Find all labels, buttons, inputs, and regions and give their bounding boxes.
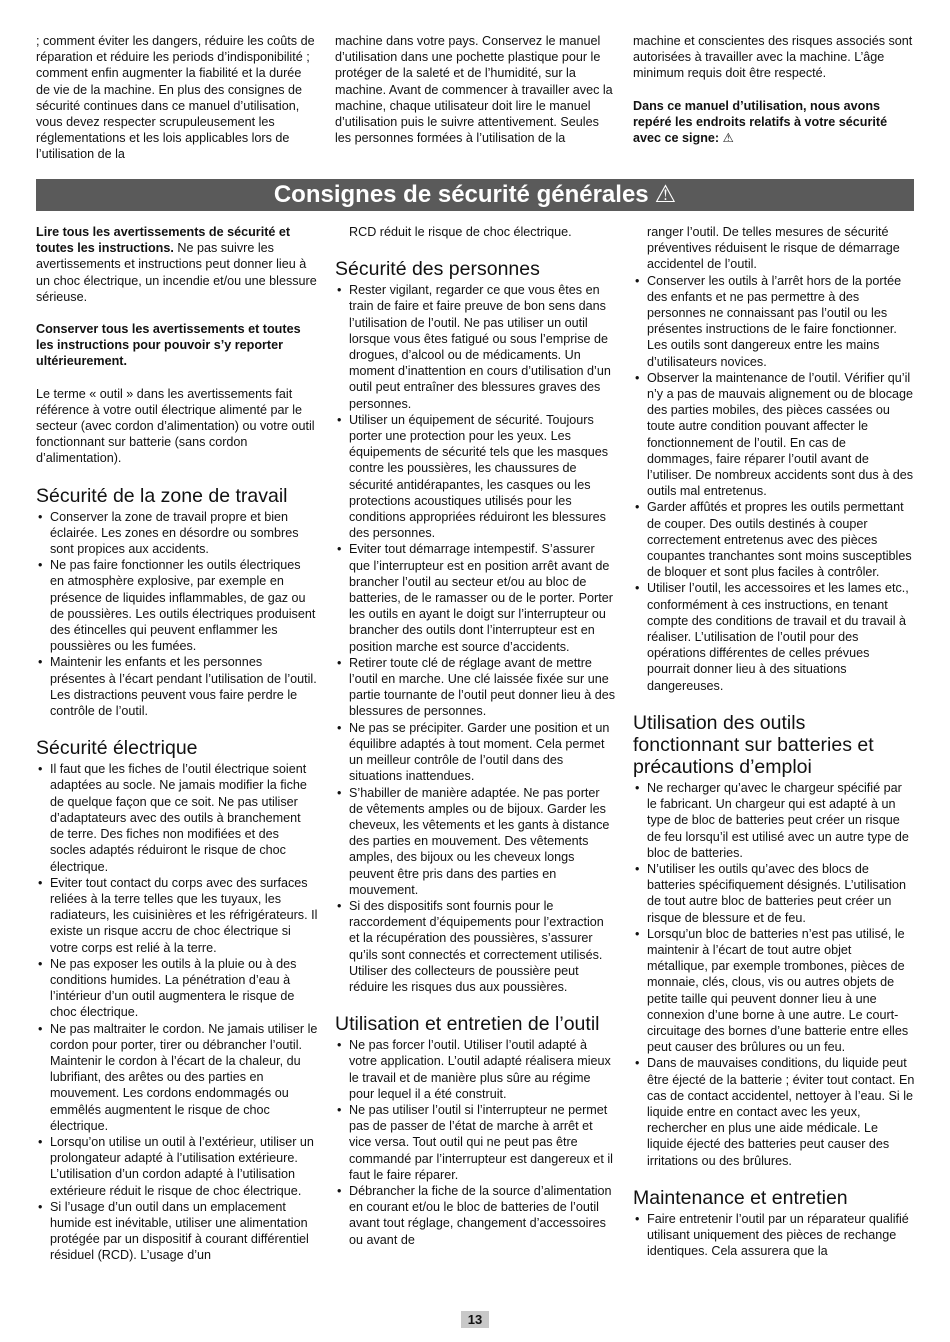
list-item: • Eviter tout contact du corps avec des surfaces reliées à la terre telles que les tuyaux, les radiateurs, les cuisinières et les réfrigérateurs. Il existe un risque accru de choc électrique si votre corps est relié à la terre. xyxy=(36,875,318,956)
tool-use-list xyxy=(335,1037,617,1248)
intro-text-3: machine et conscientes des risques associés sont autorisées à travailler avec la machine. L’âge minimum requis doit être respecté. xyxy=(633,34,913,81)
list-item: • Il faut que les fiches de l’outil électrique soient adaptées au socle. Ne jamais modifier la fiche de quelque façon que ce soit. Ne pas utiliser d’adaptateurs avec des outils à branchement de terre. Des fiches non modifiées et des socles adaptés réduiront le risque de choc électrique. xyxy=(36,761,318,874)
heading-tool-use-care: Utilisation et entretien de l’outil xyxy=(335,1013,600,1036)
banner-title: Consignes de sécurité générales xyxy=(273,181,649,208)
intro-col-1 xyxy=(36,33,318,163)
column-2 xyxy=(335,224,617,1248)
heading-work-area-safety: Sécurité de la zone de travail xyxy=(36,484,288,507)
list-item: • Ne pas maltraiter le cordon. Ne jamais utiliser le cordon pour porter, tirer ou débrancher l’outil. Maintenir le cordon à l’écart de la chaleur, du lubrifiant, des arêtes ou des parties en mouvement. Les cordons endommagés ou emmêlés augmentent le risque de choc électrique. xyxy=(36,1021,318,1134)
list-item: • Retirer toute clé de réglage avant de mettre l’outil en marche. Une clé laissée fixée sur une partie tournante de l’outil peut donner lieu à des blessures de personnes. xyxy=(335,655,617,720)
page-number: 13 xyxy=(461,1311,489,1328)
list-item: • N’utiliser les outils qu’avec des blocs de batteries spécifiquement désignés. L’utilisation de tout autre bloc de batteries peut créer un risque de blessure et de feu. xyxy=(633,861,915,926)
list-item: • Débrancher la fiche de la source d’alimentation en courant et/ou le bloc de batteries de l’outil avant tout réglage, changement d’accessoires ou avant de xyxy=(335,1183,617,1248)
list-item: • Ne pas se précipiter. Garder une position et un équilibre adaptés à tout moment. Cela permet un meilleur contrôle de l’outil dans des situations inattendues. xyxy=(335,720,617,785)
list-item: • Ne pas forcer l’outil. Utiliser l’outil adapté à votre application. L’outil adapté réalisera mieux le travail et de manière plus sûre au régime pour lequel il a été construit. xyxy=(335,1037,617,1102)
list-item: • Conserver les outils à l’arrêt hors de la portée des enfants et ne pas permettre à des personnes ne connaissant pas l’outil ou les présentes instructions de le faire fonctionner. Les outils sont dangereux entre les mains d’utilisateurs novices. xyxy=(633,273,915,370)
list-item: • Ne pas utiliser l’outil si l’interrupteur ne permet pas de passer de l’état de marche à arrêt et vice versa. Tout outil qui ne peut pas être commandé par l’interrupteur est dangereux et il faut le faire réparer. xyxy=(335,1102,617,1183)
rcd-continuation: RCD réduit le risque de choc électrique. xyxy=(349,225,572,239)
list-item: • Utiliser un équipement de sécurité. Toujours porter une protection pour les yeux. Les équipements de sécurité tels que les masques contre les poussières, les chaussures de sécurité antidérapantes, les casques ou les protections acoustiques utilisés pour les conditions appropriées réduiront les blessures des personnes. xyxy=(335,412,617,542)
safety-sign-note: Dans ce manuel d’utilisation, nous avons repéré les endroits relatifs à votre sécurité avec ce signe: ⚠ xyxy=(633,98,888,146)
list-item: • Eviter tout démarrage intempestif. S’assurer que l’interrupteur est en position arrêt avant de brancher l’outil au secteur et/ou au bloc de batteries, de le ramasser ou de le porter. Porter les outils en ayant le doigt sur l’interrupteur ou brancher des outils dont l’interrupteur est en position marche est source d’accidents. xyxy=(335,541,617,654)
list-item: • Ne pas exposer les outils à la pluie ou à des conditions humides. La pénétration d’eau à l’intérieur d’un outil augmentera le risque de choc électrique. xyxy=(36,956,318,1021)
read-warnings-bold: Lire tous les avertissements de sécurité et toutes les instructions. xyxy=(36,225,291,256)
heading-battery-tools: Utilisation des outils fonctionnant sur batteries et précautions d’emploi xyxy=(633,711,874,778)
intro-text-1: ; comment éviter les dangers, réduire les coûts de réparation et réduire les periods d’indisponibilité ; comment enfin augmenter la fiabilité et la durée de vie de la machine. En plus des consignes de sécurité continues dans ce manuel d’utilisation, vous devez respecter scrupuleusement les réglementations et les lois applicables lors de l’utilisation de la xyxy=(36,34,315,162)
personal-safety-list xyxy=(335,282,617,995)
list-item: • Dans de mauvaises conditions, du liquide peut être éjecté de la batterie ; éviter tout contact. En cas de contact accidentel, nettoyer à l’eau. Si le liquide entre en contact avec les yeux, rechercher en plus une aide médicale. Le liquide éjecté des batteries peut causer des irritations ou des brûlures. xyxy=(633,1055,915,1168)
list-item: • Faire entretenir l’outil par un réparateur qualifié utilisant uniquement des pièces de rechange identiques. Cela assurera que la xyxy=(633,1211,915,1260)
warning-triangle-icon: ⚠ xyxy=(654,181,677,208)
list-item: • Ne pas faire fonctionner les outils électriques en atmosphère explosive, par exemple en présence de liquides inflammables, de gaz ou de poussières. Les outils électriques produisent des étincelles qui peuvent enflammer les poussières ou les fumées. xyxy=(36,557,318,654)
keep-warnings-paragraph: Conserver tous les avertissements et toutes les instructions pour pouvoir s’y reporter ultérieurement. xyxy=(36,322,301,369)
tool-care-list xyxy=(633,273,915,694)
list-item: • Si l’usage d’un outil dans un emplacement humide est inévitable, utiliser une alimentation protégée par un dispositif à courant différentiel résiduel (RCD). L’usage d’un xyxy=(36,1199,318,1264)
intro-col-2 xyxy=(335,33,617,146)
heading-electrical-safety: Sécurité électrique xyxy=(36,737,198,760)
store-tool-continuation: ranger l’outil. De telles mesures de sécurité préventives réduisent le risque de démarrage accidentel de l’outil. xyxy=(647,225,900,272)
list-item: • Si des dispositifs sont fournis pour le raccordement d’équipements pour l’extraction et la récupération des poussières, s’assurer qu’ils sont connectés et correctement utilisés. Utiliser des collecteurs de poussière peut réduire les risques dus aux poussières. xyxy=(335,898,617,995)
list-item: • Lorsqu’un bloc de batteries n’est pas utilisé, le maintenir à l’écart de tout autre objet métallique, par exemple trombones, pièces de monnaie, clés, clous, vis ou autres objets de petite taille qui peuvent donner lieu à une connexion d’une borne à une autre. Le court-circuitage des bornes d’une batterie entre elles peut causer des brûlures ou un feu. xyxy=(633,926,915,1056)
heading-maintenance: Maintenance et entretien xyxy=(633,1186,848,1209)
column-3 xyxy=(633,224,915,1259)
maintenance-list xyxy=(633,1211,915,1260)
battery-list xyxy=(633,780,915,1169)
tool-term-paragraph: Le terme « outil » dans les avertissements fait référence à votre outil électrique alimenté par le secteur (avec cordon d’alimentation) ou votre outil fonctionnant sur batterie (sans cordon d’alimentation). xyxy=(36,386,315,466)
column-1 xyxy=(36,224,318,1264)
read-warnings-paragraph xyxy=(36,224,318,305)
list-item: • Garder affûtés et propres les outils permettant de couper. Des outils destinés à couper correctement entretenus avec des pièces coupantes tranchantes sont moins susceptibles de bloquer et sont plus faciles à contrôler. xyxy=(633,499,915,580)
list-item: • S’habiller de manière adaptée. Ne pas porter de vêtements amples ou de bijoux. Garder les cheveux, les vêtements et les gants à distance des parties en mouvement. Des vêtements amples, des bijoux ou les cheveux longs peuvent être pris dans des parties en mouvement. xyxy=(335,785,617,898)
list-item: • Rester vigilant, regarder ce que vous êtes en train de faire et faire preuve de bon sens dans l’utilisation de l’outil. Ne pas utiliser un outil lorsque vous êtes fatigué ou sous l’emprise de drogues, d’alcool ou de médicaments. Un moment d’inattention en cours d’utilisation d’un outil peut entraîner des blessures graves des personnes. xyxy=(335,282,617,412)
list-item: • Observer la maintenance de l’outil. Vérifier qu’il n’y a pas de mauvais alignement ou de blocage des parties mobiles, des pièces cassées ou toute autre condition pouvant affecter le fonctionnement de l’outil. En cas de dommages, faire réparer l’outil avant de l’utiliser. De nombreux accidents sont dus à des outils mal entretenus. xyxy=(633,370,915,500)
list-item: • Maintenir les enfants et les personnes présentes à l’écart pendant l’utilisation de l’outil. Les distractions peuvent vous faire perdre le contrôle de l’outil. xyxy=(36,654,318,719)
list-item: • Conserver la zone de travail propre et bien éclairée. Les zones en désordre ou sombres sont propices aux accidents. xyxy=(36,509,318,558)
section-banner xyxy=(36,179,914,211)
list-item: • Ne recharger qu’avec le chargeur spécifié par le fabricant. Un chargeur qui est adapté à un type de bloc de batteries peut créer un risque de feu lorsqu’il est utilisé avec un autre type de bloc de batteries. xyxy=(633,780,915,861)
work-area-list xyxy=(36,509,318,720)
heading-personal-safety: Sécurité des personnes xyxy=(335,258,540,281)
list-item: • Utiliser l’outil, les accessoires et les lames etc., conformément à ces instructions, en tenant compte des conditions de travail et du travail à réaliser. L’utilisation de l’outil pour des opérations différentes de celles prévues pourrait donner lieu à des situations dangereuses. xyxy=(633,580,915,693)
electrical-list xyxy=(36,761,318,1263)
intro-col-3 xyxy=(633,33,915,146)
intro-text-2: machine dans votre pays. Conservez le manuel d’utilisation dans une pochette plastique pour le protéger de la saleté et de l’humidité, sur la machine. Avant de commencer à travailler avec la machine, chaque utilisateur doit lire le manuel d’utilisation puis le suivre attentivement. Seules les personnes formées à l’utilisation de la xyxy=(335,34,613,146)
read-warnings-rest: Ne pas suivre les avertissements et instructions peut donner lieu à un choc électrique, un incendie et/ou une blessure sérieuse. xyxy=(36,241,317,304)
list-item: • Lorsqu’on utilise un outil à l’extérieur, utiliser un prolongateur adapté à l’utilisation extérieure. L’utilisation d’un cordon adapté à l’utilisation extérieure réduit le risque de choc électrique. xyxy=(36,1134,318,1199)
